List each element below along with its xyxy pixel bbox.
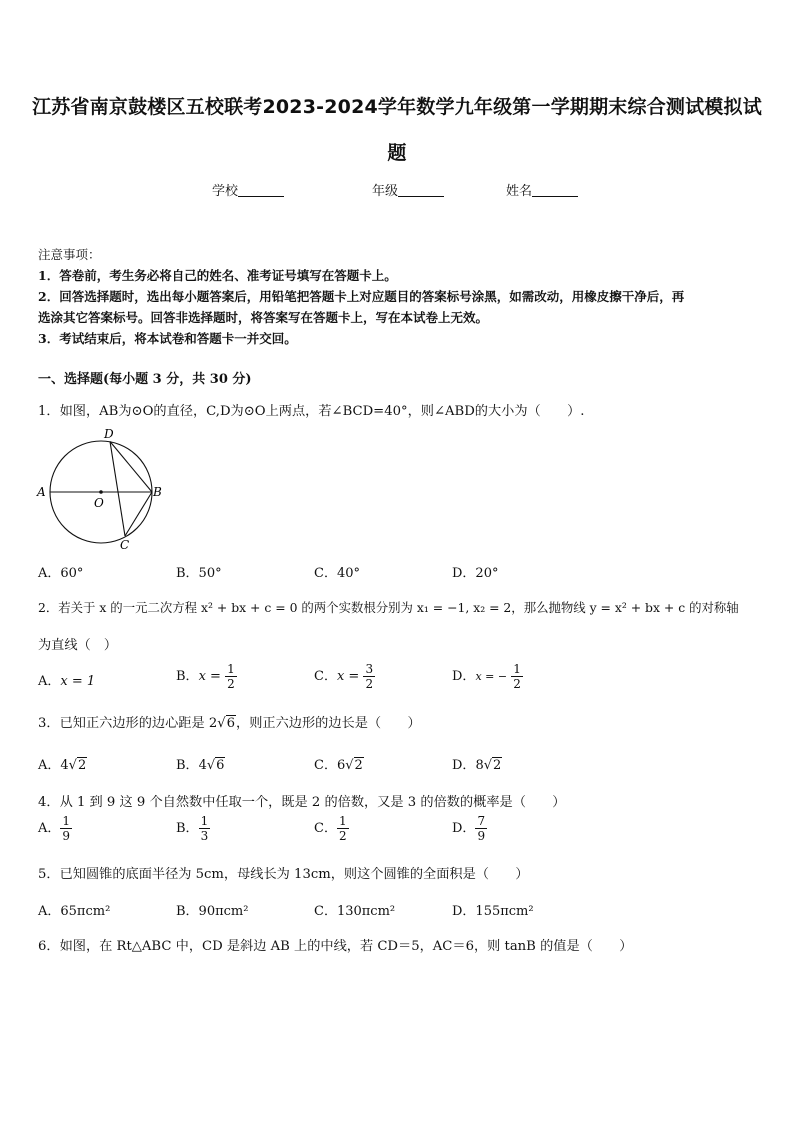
grade-label: 年级	[372, 184, 399, 199]
q3-option-c[interactable]: C．6√2	[314, 758, 363, 773]
q4-a-fraction	[60, 814, 72, 843]
name-blank[interactable]	[532, 182, 578, 197]
q4-c-den: 2	[338, 829, 347, 843]
q4-option-a[interactable]	[38, 814, 72, 843]
q4-d-den: 9	[477, 829, 486, 843]
q2-c-num: 3	[365, 662, 374, 676]
q2-b-den: 2	[227, 677, 235, 691]
q5-option-d[interactable]: D．155πcm²	[452, 904, 534, 919]
note-item-1: 1．答卷前，考生务必将自己的姓名、准考证号填写在答题卡上。	[38, 268, 397, 283]
q3-c-rad: 2	[354, 758, 363, 773]
grade-blank[interactable]	[398, 182, 444, 197]
q4-c-num: 1	[338, 814, 347, 828]
q3-b-coef: 4	[198, 758, 207, 773]
q2-b-num: 1	[227, 662, 235, 676]
q5-option-b[interactable]: B．90πcm²	[176, 904, 249, 919]
q5-option-a[interactable]: A．65πcm²	[38, 904, 111, 919]
note-item-2a: 2．回答选择题时，选出每小题答案后，用铅笔把答题卡上对应题目的答案标号涂黑，如需改动，用橡皮擦干净后，再	[38, 289, 685, 304]
name-field	[506, 180, 578, 199]
q5-option-c[interactable]: C．130πcm²	[314, 904, 396, 919]
question-2-line-2: 为直线（ ）	[38, 638, 118, 653]
q2-option-a[interactable]	[38, 670, 95, 689]
notes-block	[38, 244, 758, 349]
title-line-1: 江苏省南京鼓楼区五校联考2023-2024学年数学九年级第一学期期末综合测试模拟试	[32, 96, 762, 118]
q3-a-coef: 4	[60, 758, 69, 773]
label-b: B	[153, 485, 162, 499]
q4-b-num: 1	[200, 814, 209, 828]
q2-a-expr: x = 1	[60, 674, 96, 689]
q4-a-num: 1	[62, 814, 71, 828]
q3-letter-b: B．	[176, 758, 199, 773]
q3-d-rad: 2	[493, 758, 502, 773]
notes-heading: 注意事项：	[38, 247, 101, 262]
q3-option-b[interactable]: B．4√6	[176, 758, 225, 773]
q4-letter-c: C．	[314, 821, 337, 836]
q2-c-pre: x =	[336, 669, 360, 684]
q4-letter-a: A．	[38, 821, 61, 836]
label-o: O	[94, 496, 104, 510]
section-title: 一、选择题(每小题 3 分，共 30 分)	[38, 372, 252, 387]
q2-c-den: 2	[365, 677, 374, 691]
q3-d-coef: 8	[475, 758, 484, 773]
q3-option-a[interactable]: A．4√2	[38, 758, 87, 773]
q2-d-pre: x = −	[475, 670, 508, 683]
q2-letter-b: B．	[176, 669, 199, 684]
label-d: D	[104, 427, 114, 441]
chord-cb	[125, 492, 152, 536]
q2-b-fraction	[225, 662, 237, 691]
question-3: 3．已知正六边形的边心距是 2√6，则正六边形的边长是（ ）	[38, 716, 421, 731]
q1-option-d[interactable]: D．20°	[452, 566, 499, 581]
note-item-2b: 选涂其它答案标号。回答非选择题时，将答案写在答题卡上，写在本试卷上无效。	[38, 310, 489, 325]
q3-letter-a: A．	[38, 758, 61, 773]
q3-option-d[interactable]: D．8√2	[452, 758, 502, 773]
q2-options	[38, 662, 758, 698]
q3-a-rad: 2	[77, 758, 87, 773]
q4-c-fraction	[337, 814, 349, 843]
q2-option-d[interactable]	[452, 662, 523, 691]
q2-option-c[interactable]	[314, 662, 375, 691]
q2-letter-a: A．	[38, 674, 61, 689]
q3-b-rad: 6	[216, 758, 225, 773]
q2-b-pre: x =	[198, 669, 221, 684]
question-1: 1．如图，AB为⊙O的直径，C,D为⊙O上两点，若∠BCD=40°，则∠ABD的大小为（ ）.	[38, 404, 585, 419]
question-4: 4．从 1 到 9 这 9 个自然数中任取一个，既是 2 的倍数，又是 3 的倍数的概率是（ ）	[38, 795, 566, 810]
q5-options	[38, 900, 758, 930]
q2-c-fraction	[363, 662, 375, 691]
label-c: C	[120, 538, 130, 552]
q3-options	[38, 754, 758, 784]
question-6: 6．如图，在 Rt△ABC 中，CD 是斜边 AB 上的中线，若 CD＝5，AC＝6，则 tanB 的值是（ ）	[38, 939, 633, 954]
title-line-2: 题	[387, 142, 407, 164]
q2-letter-c: C．	[314, 669, 337, 684]
q4-letter-b: B．	[176, 821, 199, 836]
q4-option-d[interactable]	[452, 814, 487, 843]
student-info-row	[0, 180, 794, 200]
q4-option-c[interactable]	[314, 814, 349, 843]
q4-options	[38, 814, 758, 854]
school-label: 学校	[212, 184, 239, 199]
q3-radicand: 6	[226, 716, 236, 731]
q4-d-fraction	[475, 814, 487, 843]
q1-option-c[interactable]: C．40°	[314, 566, 360, 581]
q1-option-b[interactable]: B．50°	[176, 566, 222, 581]
q2-d-num: 1	[513, 662, 521, 676]
q2-d-fraction	[511, 662, 523, 691]
q3-text-pre: 3．已知正六边形的边心距是 2	[38, 716, 218, 731]
q4-a-den: 9	[62, 829, 71, 843]
q3-c-coef: 6	[336, 758, 346, 773]
q3-letter-c: C．	[314, 758, 337, 773]
q4-d-num: 7	[477, 814, 486, 828]
label-a: A	[37, 485, 46, 499]
q4-option-b[interactable]	[176, 814, 210, 843]
q4-b-den: 3	[200, 829, 209, 843]
q2-option-b[interactable]	[176, 662, 237, 691]
note-item-3: 3．考试结束后，将本试卷和答题卡一并交回。	[38, 331, 297, 346]
grade-field	[372, 180, 444, 199]
school-field	[212, 180, 284, 199]
question-5: 5．已知圆锥的底面半径为 5cm，母线长为 13cm，则这个圆锥的全面积是（ ）	[38, 867, 529, 882]
document-title	[30, 84, 764, 176]
q1-options	[38, 562, 758, 592]
q2-d-den: 2	[513, 677, 521, 691]
school-blank[interactable]	[238, 182, 284, 197]
q1-option-a[interactable]: A．60°	[38, 566, 84, 581]
q3-text-post: ，则正六边形的边长是（ ）	[236, 716, 421, 731]
center-point	[99, 490, 103, 494]
q3-letter-d: D．	[452, 758, 476, 773]
chord-dc	[110, 442, 125, 537]
q2-letter-d: D．	[452, 669, 476, 684]
q4-letter-d: D．	[452, 821, 476, 836]
q4-b-fraction	[199, 814, 211, 843]
question-2-line-1: 2．若关于 x 的一元二次方程 x² + bx + c = 0 的两个实数根分别为 x₁ = −1, x₂ = 2，那么抛物线 y = x² + bx + c 的对称轴	[38, 600, 739, 615]
circle-figure	[30, 424, 180, 554]
name-label: 姓名	[506, 184, 533, 199]
